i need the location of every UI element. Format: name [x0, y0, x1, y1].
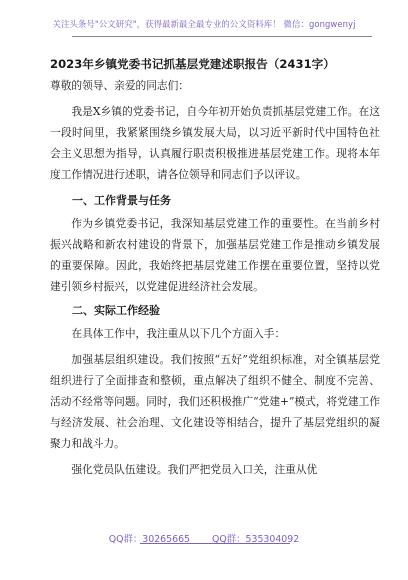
- section-experience-intro: 在具体工作中，我注重从以下几个方面入手：: [71, 327, 286, 340]
- organization-building-paragraph: 加强基层组织建设。我们按照“五好”党组织标准，对全镇基层党组织进行了全面排查和整顿，重点解决了组织不健全、制度不完善、活动不经常等问题。同时，我们还积极推广“党建+”模式，将党建工作与经济发展、社会治理、文化建设等相结合，提升了基层党组织的凝聚力和战斗力。: [50, 353, 380, 450]
- header-banner[interactable]: 关注头条号"公文研究"，获得最新最全最专业的公文资料库！ 微信：gongwenyj: [52, 19, 356, 29]
- qq-group-2[interactable]: QQ群：535304092: [212, 534, 300, 545]
- intro-paragraph: 我是X乡镇的党委书记，自今年初开始负责抓基层党建工作。在这一段时间里，我紧紧围绕乡镇发展大局，以习近平新时代中国特色社会主义思想为指导，认真履行职责积极推进基层党建工作。现将本年度工作情况进行述职，请各位领导和同志们予以评议。: [50, 105, 380, 181]
- header-divider: [72, 36, 372, 37]
- section-heading-experience: 二、实际工作经验: [72, 304, 160, 317]
- section-heading-background: 一、工作背景与任务: [72, 194, 171, 207]
- qq-group-1[interactable]: QQ群：30265665: [108, 534, 191, 545]
- party-member-paragraph: 强化党员队伍建设。我们严把党员入口关，注重从优: [71, 463, 318, 476]
- footer-underline: [140, 543, 290, 544]
- section-background-paragraph: 作为乡镇党委书记，我深知基层党建工作的重要性。在当前乡村振兴战略和新农村建设的背景下，加强基层党建工作是推动乡镇发展的重要保障。因此，我始终把基层党建工作摆在重要位置，坚持以党建引领乡村振兴，以党建促进经济社会发展。: [50, 217, 380, 293]
- salutation: 尊敬的领导、亲爱的同志们：: [50, 79, 189, 92]
- document-title: 2023年乡镇党委书记抓基层党建述职报告（2431字）: [50, 57, 335, 71]
- document-body: [50, 75, 380, 480]
